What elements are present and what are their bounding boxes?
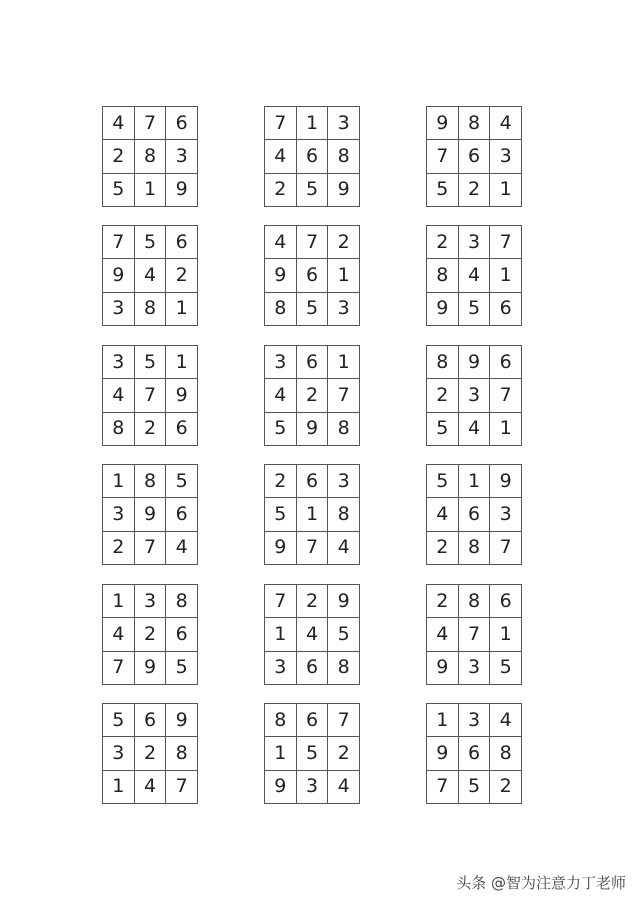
grid-cell: 8	[166, 737, 198, 770]
grid-cell: 6	[297, 259, 329, 292]
grid-cell: 8	[427, 259, 459, 292]
grid-cell: 8	[490, 737, 522, 770]
grid-cell: 2	[135, 618, 167, 651]
grid-cell: 2	[490, 771, 522, 804]
grid-cell: 4	[265, 140, 297, 173]
grid-cell: 7	[103, 226, 135, 259]
grid-cell: 1	[328, 346, 360, 379]
grid-cell: 5	[427, 174, 459, 207]
grid-cell: 5	[265, 498, 297, 531]
grid-cell: 7	[328, 704, 360, 737]
grid-cell: 8	[328, 413, 360, 446]
grid-cell: 1	[103, 465, 135, 498]
grid-cell: 7	[135, 107, 167, 140]
grid-cell: 8	[135, 293, 167, 326]
grid-cell: 6	[297, 140, 329, 173]
grid-cell: 6	[297, 652, 329, 685]
grid-cell: 5	[166, 465, 198, 498]
grid-cell: 7	[427, 771, 459, 804]
puzzle-grid	[264, 106, 360, 207]
grid-cell: 9	[103, 259, 135, 292]
grid-cell: 1	[427, 704, 459, 737]
grid-cell: 3	[328, 293, 360, 326]
puzzle-grid	[426, 345, 522, 446]
grid-cell: 2	[265, 465, 297, 498]
grid-cell: 6	[490, 293, 522, 326]
grid-cell: 6	[297, 704, 329, 737]
grid-cell: 8	[427, 346, 459, 379]
grid-cell: 4	[459, 413, 491, 446]
grid-cell: 7	[135, 532, 167, 565]
grid-cell: 9	[265, 771, 297, 804]
grid-cell: 9	[427, 737, 459, 770]
grid-cell: 1	[135, 174, 167, 207]
grid-cell: 2	[297, 379, 329, 412]
grid-cell: 1	[103, 585, 135, 618]
puzzle-grid	[264, 345, 360, 446]
grid-cell: 5	[328, 618, 360, 651]
grid-cell: 3	[103, 498, 135, 531]
grid-cell: 3	[103, 346, 135, 379]
grid-cell: 1	[490, 259, 522, 292]
grid-cell: 3	[297, 771, 329, 804]
grid-cell: 8	[459, 585, 491, 618]
grid-cell: 1	[265, 737, 297, 770]
grid-cell: 9	[166, 174, 198, 207]
grid-cell: 1	[328, 259, 360, 292]
puzzle-grid	[426, 703, 522, 804]
grid-cell: 4	[265, 226, 297, 259]
grid-cell: 8	[166, 585, 198, 618]
grid-cell: 1	[166, 293, 198, 326]
grid-cell: 6	[135, 704, 167, 737]
grid-cell: 3	[328, 465, 360, 498]
grid-cell: 7	[166, 771, 198, 804]
grid-cell: 9	[328, 174, 360, 207]
puzzle-grid	[102, 225, 198, 326]
grid-cell: 4	[490, 107, 522, 140]
grid-cell: 8	[459, 532, 491, 565]
grid-cell: 6	[490, 346, 522, 379]
grid-cell: 4	[103, 107, 135, 140]
grid-cell: 4	[166, 532, 198, 565]
grid-cell: 8	[103, 413, 135, 446]
grid-cell: 1	[490, 413, 522, 446]
grid-cell: 9	[427, 107, 459, 140]
grid-cell: 8	[135, 465, 167, 498]
grid-cell: 9	[135, 652, 167, 685]
grid-cell: 2	[103, 140, 135, 173]
grid-cell: 2	[135, 737, 167, 770]
puzzle-grid	[264, 225, 360, 326]
puzzle-grid	[264, 584, 360, 685]
grid-cell: 2	[427, 379, 459, 412]
grid-cell: 5	[103, 174, 135, 207]
grid-cell: 3	[459, 652, 491, 685]
grid-cell: 5	[135, 226, 167, 259]
grid-cell: 8	[459, 107, 491, 140]
grid-cell: 9	[328, 585, 360, 618]
puzzle-grid	[102, 106, 198, 207]
grid-cell: 7	[328, 379, 360, 412]
grid-cell: 3	[103, 737, 135, 770]
puzzle-grid	[426, 584, 522, 685]
grid-cell: 5	[459, 293, 491, 326]
grid-cell: 2	[103, 532, 135, 565]
grid-cell: 9	[490, 465, 522, 498]
grid-cell: 2	[166, 259, 198, 292]
grid-cell: 4	[265, 379, 297, 412]
grid-cell: 3	[490, 498, 522, 531]
grid-cell: 1	[166, 346, 198, 379]
grid-cell: 6	[490, 585, 522, 618]
grid-cell: 9	[265, 532, 297, 565]
grid-cell: 7	[427, 140, 459, 173]
grid-cell: 4	[297, 618, 329, 651]
grid-cell: 5	[166, 652, 198, 685]
grid-cell: 8	[265, 293, 297, 326]
puzzle-grid	[102, 345, 198, 446]
grid-cell: 3	[490, 140, 522, 173]
grid-cell: 6	[166, 226, 198, 259]
puzzle-grid	[426, 225, 522, 326]
grid-cell: 1	[103, 771, 135, 804]
grid-cell: 5	[103, 704, 135, 737]
grid-cell: 7	[265, 107, 297, 140]
grid-cell: 4	[103, 379, 135, 412]
grid-cell: 5	[297, 293, 329, 326]
grid-cell: 6	[459, 140, 491, 173]
puzzle-grid	[102, 584, 198, 685]
grid-cell: 7	[459, 618, 491, 651]
grid-cell: 1	[297, 498, 329, 531]
grid-cell: 5	[427, 413, 459, 446]
grid-cell: 5	[459, 771, 491, 804]
grid-cell: 9	[297, 413, 329, 446]
watermark: 头条 @智为注意力丁老师	[456, 874, 626, 892]
grid-cell: 6	[166, 618, 198, 651]
grid-cell: 4	[427, 618, 459, 651]
grid-cell: 4	[135, 771, 167, 804]
grid-cell: 6	[166, 107, 198, 140]
grid-cell: 6	[297, 465, 329, 498]
grid-cell: 1	[459, 465, 491, 498]
puzzle-grid	[264, 464, 360, 565]
grid-cell: 6	[459, 737, 491, 770]
puzzle-grid	[426, 106, 522, 207]
grid-cell: 4	[427, 498, 459, 531]
grid-cell: 7	[490, 226, 522, 259]
grid-cell: 3	[328, 107, 360, 140]
grid-cell: 3	[265, 346, 297, 379]
grid-cell: 5	[297, 174, 329, 207]
grid-cell: 5	[490, 652, 522, 685]
grid-cell: 3	[135, 585, 167, 618]
grid-cell: 4	[490, 704, 522, 737]
grid-cell: 3	[459, 226, 491, 259]
grid-cell: 8	[135, 140, 167, 173]
grid-cell: 7	[297, 226, 329, 259]
grid-cell: 2	[328, 226, 360, 259]
grid-cell: 7	[490, 532, 522, 565]
grid-cell: 7	[297, 532, 329, 565]
grid-cell: 4	[328, 532, 360, 565]
grid-cell: 5	[265, 413, 297, 446]
grid-cell: 1	[490, 174, 522, 207]
grid-cell: 6	[459, 498, 491, 531]
grid-cell: 8	[328, 498, 360, 531]
grid-cell: 9	[265, 259, 297, 292]
grid-cell: 2	[459, 174, 491, 207]
grid-cell: 1	[297, 107, 329, 140]
grid-cell: 7	[135, 379, 167, 412]
grid-cell: 9	[427, 293, 459, 326]
grid-cell: 8	[328, 652, 360, 685]
grid-cell: 2	[265, 174, 297, 207]
grid-cell: 9	[427, 652, 459, 685]
grid-cell: 2	[328, 737, 360, 770]
grid-cell: 2	[427, 226, 459, 259]
grid-cell: 2	[135, 413, 167, 446]
puzzle-grid	[426, 464, 522, 565]
grid-cell: 2	[297, 585, 329, 618]
grid-cell: 3	[459, 379, 491, 412]
grid-cell: 6	[297, 346, 329, 379]
grid-cell: 8	[265, 704, 297, 737]
grid-cell: 9	[459, 346, 491, 379]
grid-cell: 7	[490, 379, 522, 412]
grid-cell: 6	[166, 413, 198, 446]
grid-cell: 3	[103, 293, 135, 326]
grid-cell: 4	[135, 259, 167, 292]
grid-cell: 2	[427, 532, 459, 565]
grid-cell: 9	[166, 379, 198, 412]
grid-cell: 3	[265, 652, 297, 685]
grid-cell: 1	[265, 618, 297, 651]
grid-cell: 7	[103, 652, 135, 685]
grid-cell: 7	[265, 585, 297, 618]
grid-cell: 9	[166, 704, 198, 737]
grid-cell: 4	[328, 771, 360, 804]
puzzle-grid	[102, 464, 198, 565]
grid-cell: 1	[490, 618, 522, 651]
puzzle-grid	[102, 703, 198, 804]
grid-cell: 3	[459, 704, 491, 737]
grid-cell: 3	[166, 140, 198, 173]
grid-cell: 9	[135, 498, 167, 531]
grid-cell: 2	[427, 585, 459, 618]
grid-cell: 5	[427, 465, 459, 498]
grid-cell: 8	[328, 140, 360, 173]
grid-cell: 4	[103, 618, 135, 651]
grid-cell: 5	[297, 737, 329, 770]
grid-cell: 4	[459, 259, 491, 292]
grid-cell: 5	[135, 346, 167, 379]
grid-cell: 6	[166, 498, 198, 531]
puzzle-grid	[264, 703, 360, 804]
